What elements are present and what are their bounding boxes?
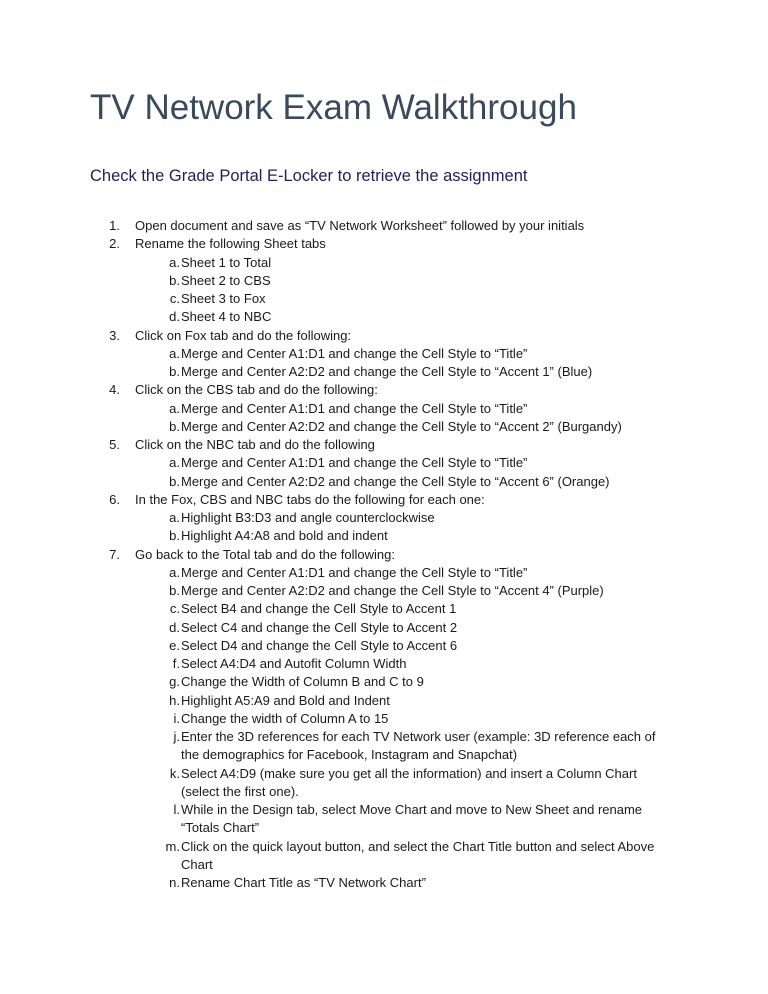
page-subtitle: Check the Grade Portal E-Locker to retrieve the assignment	[90, 167, 528, 185]
substep-letter: n.	[169, 875, 180, 890]
substep-letter: b.	[169, 364, 180, 379]
substep-text: Sheet 3 to Fox	[181, 291, 266, 306]
substep-text: Highlight A4:A8 and bold and indent	[181, 528, 388, 544]
substep-text: Sheet 2 to CBS	[181, 272, 271, 288]
substep-text: Select A4:D9 (make sure you get all the information) and insert a Column Chart (select the first one).	[181, 765, 637, 799]
substep-text: Sheet 1 to Total	[181, 254, 272, 270]
substep-letter: a.	[169, 564, 180, 580]
substep-letter: b.	[169, 528, 180, 544]
substep-letter: a.	[169, 345, 180, 361]
substep-text: Merge and Center A1:D1 and change the Cell Style to “Title”	[181, 345, 528, 361]
substep-letter: e.	[169, 637, 180, 653]
substep-letter: a.	[169, 400, 180, 416]
step-text: Open document and save as “TV Network Worksheet” followed by your initials	[135, 218, 585, 233]
step-number: 6.	[109, 491, 120, 507]
step-number: 3.	[109, 327, 120, 343]
substep-text: Highlight A5:A9 and Bold and Indent	[181, 692, 390, 708]
step-text: In the Fox, CBS and NBC tabs do the following for each one:	[135, 491, 485, 507]
step-text: Rename the following Sheet tabs	[135, 236, 326, 252]
substep-text: Enter the 3D references for each TV Network user (example: 3D reference each of the demographics for Facebook, Instagram and Snapchat)	[181, 729, 656, 762]
substep-text: Select D4 and change the Cell Style to Accent 6	[181, 637, 458, 653]
substep-letter: a.	[169, 510, 180, 525]
substep-letter: g.	[169, 674, 180, 690]
step-number: 5.	[109, 437, 120, 452]
substep-text: While in the Design tab, select Move Chart and move to New Sheet and rename “Totals Chart”	[181, 802, 643, 835]
substep-text: Merge and Center A2:D2 and change the Cell Style to “Accent 2” (Burgandy)	[181, 418, 622, 434]
step-text: Go back to the Total tab and do the following:	[135, 546, 395, 562]
substep-text: Merge and Center A1:D1 and change the Cell Style to “Title”	[181, 400, 528, 416]
step-text: Click on the NBC tab and do the following	[135, 437, 375, 452]
step-text: Click on the CBS tab and do the following:	[135, 382, 378, 398]
substep-letter: b.	[169, 272, 180, 288]
substep-text: Merge and Center A2:D2 and change the Cell Style to “Accent 1” (Blue)	[181, 364, 593, 379]
substep-letter: a.	[169, 254, 180, 270]
substep-letter: f.	[172, 656, 180, 671]
step-text: Click on Fox tab and do the following:	[135, 327, 352, 343]
substep-text: Select A4:D4 and Autofit Column Width	[181, 656, 407, 671]
substep-letter: b.	[169, 473, 180, 489]
substep-text: Select B4 and change the Cell Style to Accent 1	[181, 601, 457, 617]
substep-letter: b.	[169, 583, 180, 598]
substep-text: Merge and Center A2:D2 and change the Cell Style to “Accent 6” (Orange)	[181, 473, 610, 489]
step-number: 4.	[109, 382, 120, 398]
substep-letter: j.	[173, 729, 180, 744]
step-number: 1.	[109, 218, 120, 233]
step-number: 2.	[109, 236, 120, 252]
substep-text: Rename Chart Title as “TV Network Chart”	[181, 875, 426, 890]
step-number: 7.	[109, 546, 120, 562]
substep-letter: c.	[169, 291, 180, 306]
substep-letter: i.	[173, 710, 180, 726]
substep-letter: m.	[165, 838, 180, 854]
substep-text: Click on the quick layout button, and select the Chart Title button and select Above Chart	[181, 838, 655, 872]
substep-letter: d.	[169, 309, 180, 325]
substep-text: Merge and Center A1:D1 and change the Cell Style to “Title”	[181, 564, 528, 580]
substep-letter: l.	[173, 802, 180, 817]
substep-letter: k.	[169, 765, 180, 781]
substep-letter: c.	[169, 601, 180, 617]
substep-text: Change the width of Column A to 15	[181, 710, 389, 726]
substep-letter: b.	[169, 418, 180, 434]
substep-text: Merge and Center A1:D1 and change the Cell Style to “Title”	[181, 455, 528, 471]
substep-text: Highlight B3:D3 and angle counterclockwise	[181, 510, 435, 525]
page-title: TV Network Exam Walkthrough	[90, 88, 577, 127]
substep-text: Merge and Center A2:D2 and change the Cell Style to “Accent 4” (Purple)	[181, 583, 604, 598]
substep-letter: d.	[169, 619, 180, 635]
substep-letter: a.	[169, 455, 180, 471]
substep-text: Select C4 and change the Cell Style to Accent 2	[181, 619, 458, 635]
substep-text: Sheet 4 to NBC	[181, 309, 272, 325]
substep-text: Change the Width of Column B and C to 9	[181, 674, 424, 690]
substep-letter: h.	[169, 692, 180, 708]
